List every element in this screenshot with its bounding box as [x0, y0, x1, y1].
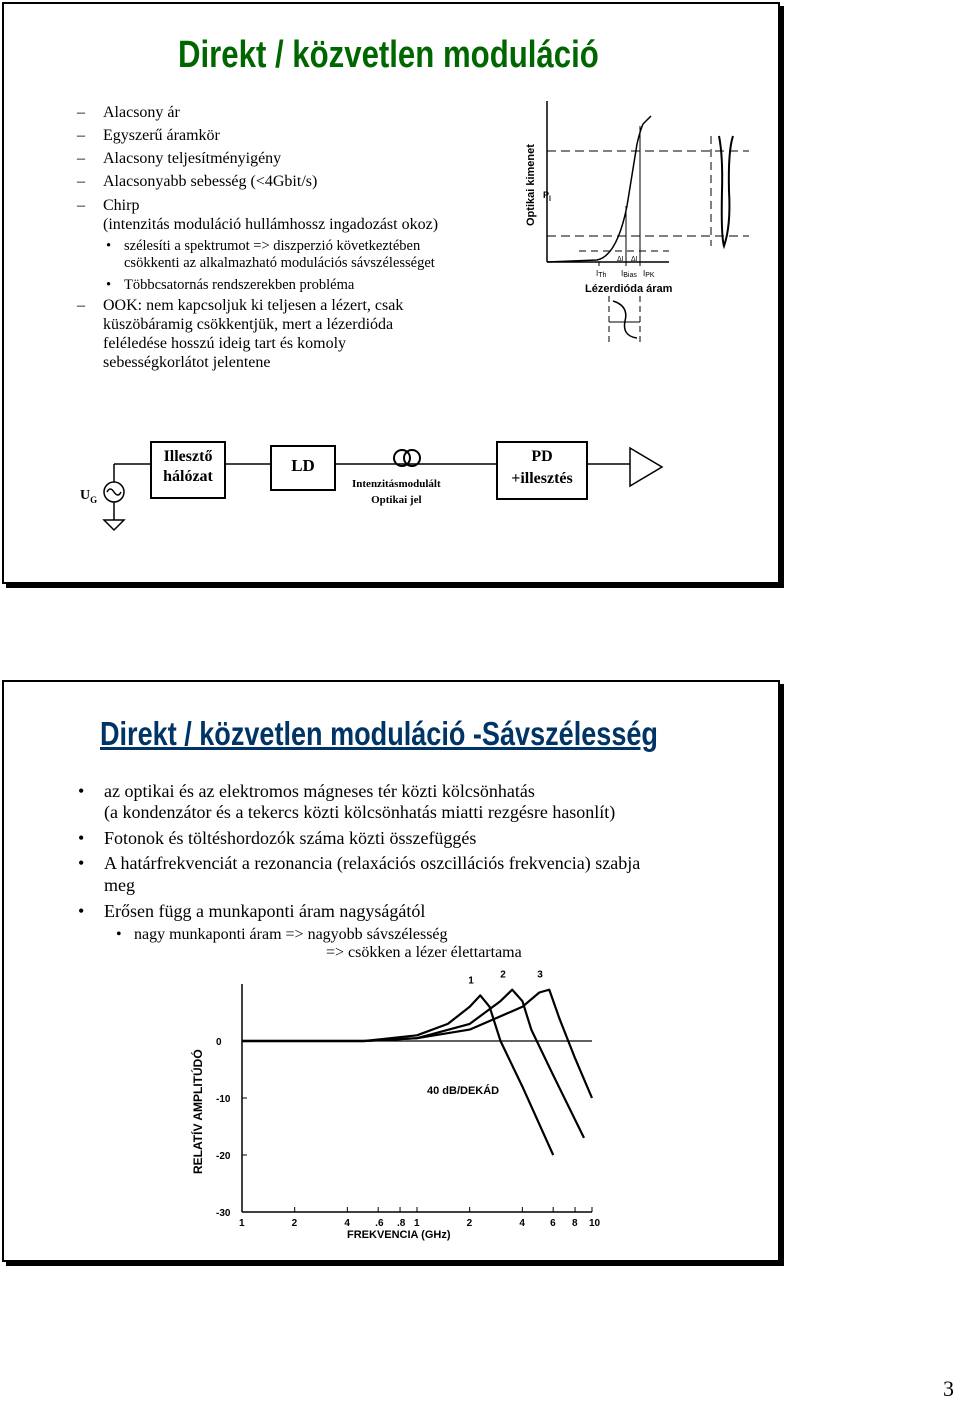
graph-y-label: Optikai kimenet [525, 144, 537, 226]
slide-1-title: Direkt / közvetlen moduláció [178, 34, 599, 76]
y-tick-label: 0 [216, 1037, 222, 1048]
series-line-1 [242, 995, 553, 1155]
x-tick-label: .6 [375, 1218, 384, 1229]
slide-2-title: Direkt / közvetlen moduláció -Sávszélesség [100, 715, 658, 752]
list-item: – Alacsony teljesítményigény [77, 150, 282, 167]
x-tick-label: .8 [397, 1218, 406, 1229]
matching-network-box: Illesztő hálózat [150, 441, 226, 499]
list-item: • A határfrekvenciát a rezonancia (relaxációs oszcillációs frekvencia) szabja [78, 853, 641, 873]
x-tick-label: 4 [344, 1218, 350, 1229]
frequency-response-chart [152, 964, 614, 1244]
x-tick-label: 2 [466, 1218, 473, 1229]
delta-i-label: ΔI [617, 256, 624, 263]
series-line-2 [242, 990, 584, 1138]
list-item: – Alacsonyabb sebesség (<4Gbit/s) [77, 173, 318, 190]
x-tick-label: 8 [572, 1218, 578, 1229]
series-label: 3 [537, 969, 543, 981]
ug-label: $U_G$ [80, 488, 98, 505]
series-label: 1 [468, 975, 474, 987]
x-tick-label: 10 [589, 1218, 601, 1229]
laser-characteristic-graph [519, 96, 759, 346]
chart-x-label: FREKVENCIA (GHz) [347, 1229, 451, 1241]
list-item-continuation: küszöbáramig csökkentjük, mert a lézerdióda [103, 316, 394, 333]
ld-box: LD [270, 445, 336, 491]
list-item-continuation: sebességkorlátot jelentene [103, 354, 271, 371]
fiber-label: Intenzitásmodulált Optikai jel [352, 478, 441, 506]
list-item-continuation: meg [104, 875, 135, 895]
list-item-continuation: feléledése hosszú ideig tart és komoly [103, 335, 347, 352]
list-item: – Egyszerű áramkör [77, 127, 220, 144]
pl-label: $P_l$ [543, 190, 551, 203]
slide-2 [2, 680, 780, 1262]
x-tick-label: 4 [519, 1218, 525, 1229]
graph-x-label: Lézerdióda áram [585, 283, 673, 295]
x-tick-label: 2 [291, 1218, 298, 1229]
list-item: • Fotonok és töltéshordozók száma közti összefüggés [78, 828, 477, 848]
sub-item: • nagy munkaponti áram => nagyobb sávszélesség [116, 926, 448, 943]
slide-1 [2, 2, 780, 584]
y-tick-label: -10 [216, 1094, 231, 1105]
sub-item: • Többcsatornás rendszerekben probléma [106, 277, 355, 293]
ith-label: ITh [596, 269, 607, 279]
y-tick-label: -30 [216, 1208, 231, 1219]
pd-box: PD +illesztés [496, 441, 588, 500]
sub-item-continuation: => csökken a lézer élettartama [326, 944, 522, 961]
list-item: – Chirp [77, 197, 140, 214]
y-tick-label: -20 [216, 1151, 231, 1162]
ipk-label: IPK [643, 269, 655, 279]
page-number: 3 [943, 1376, 954, 1401]
ibias-label: IBias [621, 269, 637, 279]
sub-item-continuation: csökkenti az alkalmazható modulációs sávszélességet [124, 255, 435, 271]
list-item: – OOK: nem kapcsoljuk ki teljesen a lézert, csak [77, 297, 404, 314]
list-item: • Erősen függ a munkaponti áram nagyságától [78, 901, 426, 921]
list-item-continuation: (intenzitás moduláció hullámhossz ingadozást okoz) [103, 216, 439, 233]
x-tick-label: 6 [550, 1218, 556, 1229]
x-tick-label: 1 [414, 1218, 420, 1229]
sub-item: • szélesíti a spektrumot => diszperzió következtében [106, 238, 421, 254]
list-item-continuation: (a kondenzátor és a tekercs közti kölcsönhatás miatti rezgésre hasonlít) [104, 802, 616, 822]
delta-i-label: ΔI [631, 256, 638, 263]
x-tick-label: 1 [239, 1218, 245, 1229]
series-line-3 [242, 990, 592, 1098]
chart-y-label: RELATÍV AMPLITÚDÓ [191, 1049, 205, 1174]
list-item: – Alacsony ár [77, 104, 180, 121]
list-item: • az optikai és az elektromos mágneses tér közti kölcsönhatás [78, 781, 535, 801]
chart-annotation: 40 dB/DEKÁD [427, 1085, 500, 1097]
series-label: 2 [500, 969, 506, 981]
